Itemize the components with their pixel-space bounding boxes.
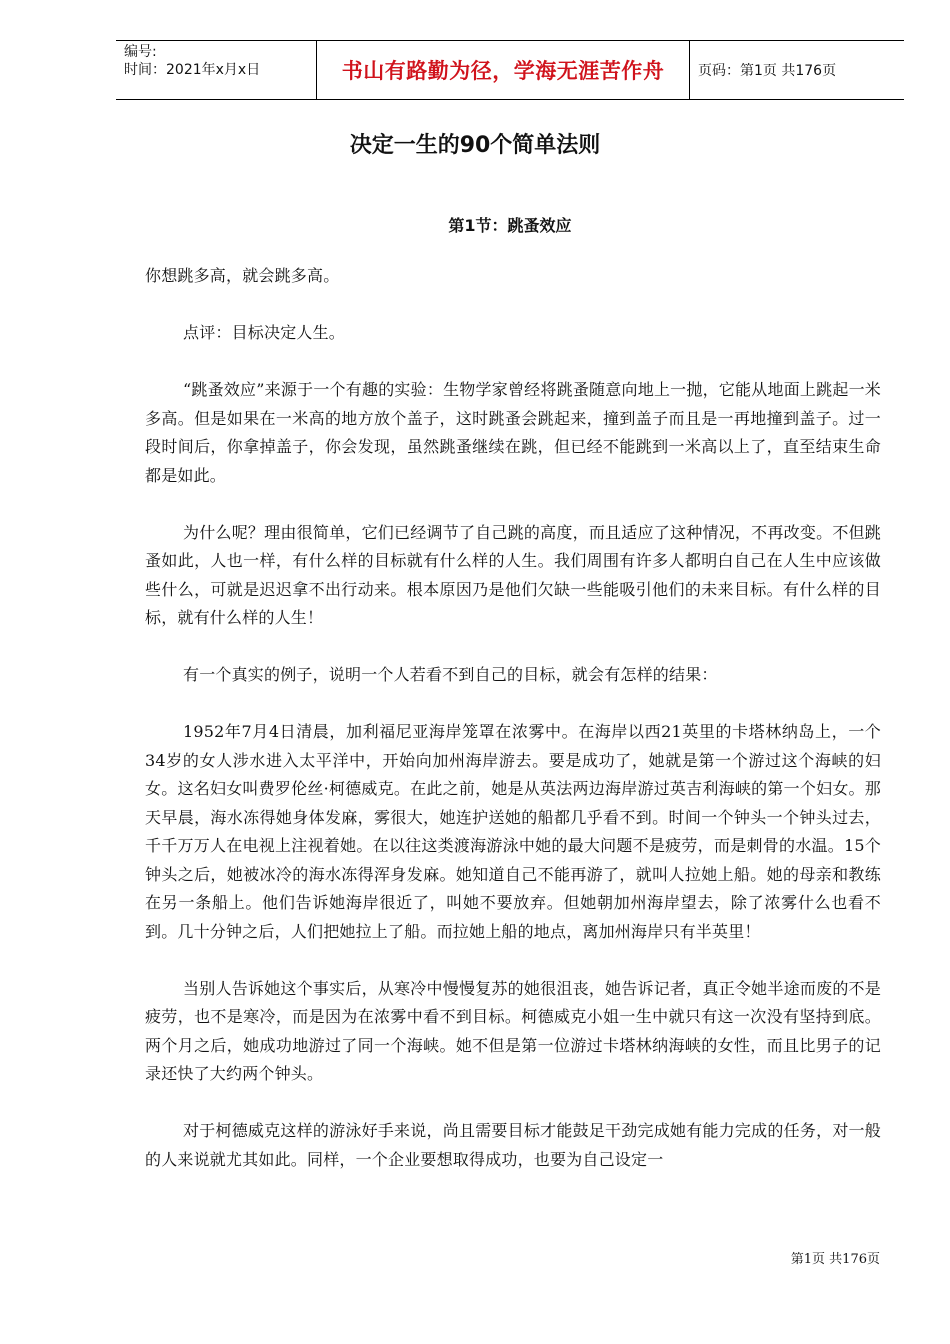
header-meta [116,41,316,99]
paragraph: 有一个真实的例子，说明一个人若看不到自己的目标，就会有怎样的结果： [183,665,718,684]
number-label: 编号: [124,44,157,60]
paragraph: 点评：目标决定人生。 [183,323,346,342]
paragraph: 1952年7月4日清晨，加利福尼亚海岸笼罩在浓雾中。在海岸以西21英里的卡塔林纳岛上，一个34岁的女人涉水进入太平洋中，开始向加州海岸游去。要是成功了，她就是第一个游过这个海峡的妇女。这名妇女叫费罗伦丝·柯德威克。在此之前，她是从英法两边海岸游过英吉利海峡的第一个妇女。那天早晨，海水冻得她身体发麻，雾很大，她连护送她的船都几乎看不到。时间一个钟头一个钟头过去，千千万万人在电视上注视着她。在以往这类渡海游泳中她的最大问题不是疲劳，而是刺骨的水温。15个钟头之后，她被冰冷的海水冻得浑身发麻。她知道自己不能再游了，就叫人拉她上船。她的母亲和教练在另一条船上。他们告诉她海岸很近了，叫她不要放弃。但她朝加州海岸望去，除了浓雾什么也看不到。几十分钟之后，人们把她拉上了船。而拉她上船的地点，离加州海岸只有半英里！ [145,722,881,941]
body-text [145,262,881,1203]
page-header [116,40,904,100]
paragraph: 对于柯德威克这样的游泳好手来说，尚且需要目标才能鼓足干劲完成她有能力完成的任务，对一般的人来说就尤其如此。同样，一个企业要想取得成功，也要为自己设定一 [145,1121,881,1169]
header-page-label: 页码：第1页 共176页 [698,63,837,79]
section-title: 第1节：跳蚤效应 [448,216,572,235]
paragraph: 为什么呢？理由很简单，它们已经调节了自己跳的高度，而且适应了这种情况，不再改变。不但跳蚤如此，人也一样，有什么样的目标就有什么样的人生。我们周围有许多人都明白自己在人生中应该做些什么，可就是迟迟拿不出行动来。根本原因乃是他们欠缺一些能吸引他们的未来目标。有什么样的目标，就有什么样的人生！ [145,522,881,627]
paragraph: 当别人告诉她这个事实后，从寒冷中慢慢复苏的她很沮丧，她告诉记者，真正令她半途而废的不是疲劳，也不是寒冷，而是因为在浓雾中看不到目标。柯德威克小姐一生中就只有这一次没有坚持到底。两个月之后，她成功地游过了同一个海峡。她不但是第一位游过卡塔林纳海峡的女性，而且比男子的记录还快了大约两个钟头。 [145,978,881,1083]
page-footer: 第1页 共176页 [790,1252,880,1267]
document-title: 决定一生的90个简单法则 [349,133,601,158]
header-motto: 书山有路勤为径，学海无涯苦作舟 [316,41,690,99]
time-label: 时间：2021年x月x日 [124,62,261,78]
paragraph: “跳蚤效应”来源于一个有趣的实验：生物学家曾经将跳蚤随意向地上一抛，它能从地面上跳起一米多高。但是如果在一米高的地方放个盖子，这时跳蚤会跳起来，撞到盖子而且是一再地撞到盖子。过一段时间后，你拿掉盖子，你会发现，虽然跳蚤继续在跳，但已经不能跳到一米高以上了，直至结束生命都是如此。 [145,380,881,485]
paragraph: 你想跳多高，就会跳多高。 [145,266,340,285]
